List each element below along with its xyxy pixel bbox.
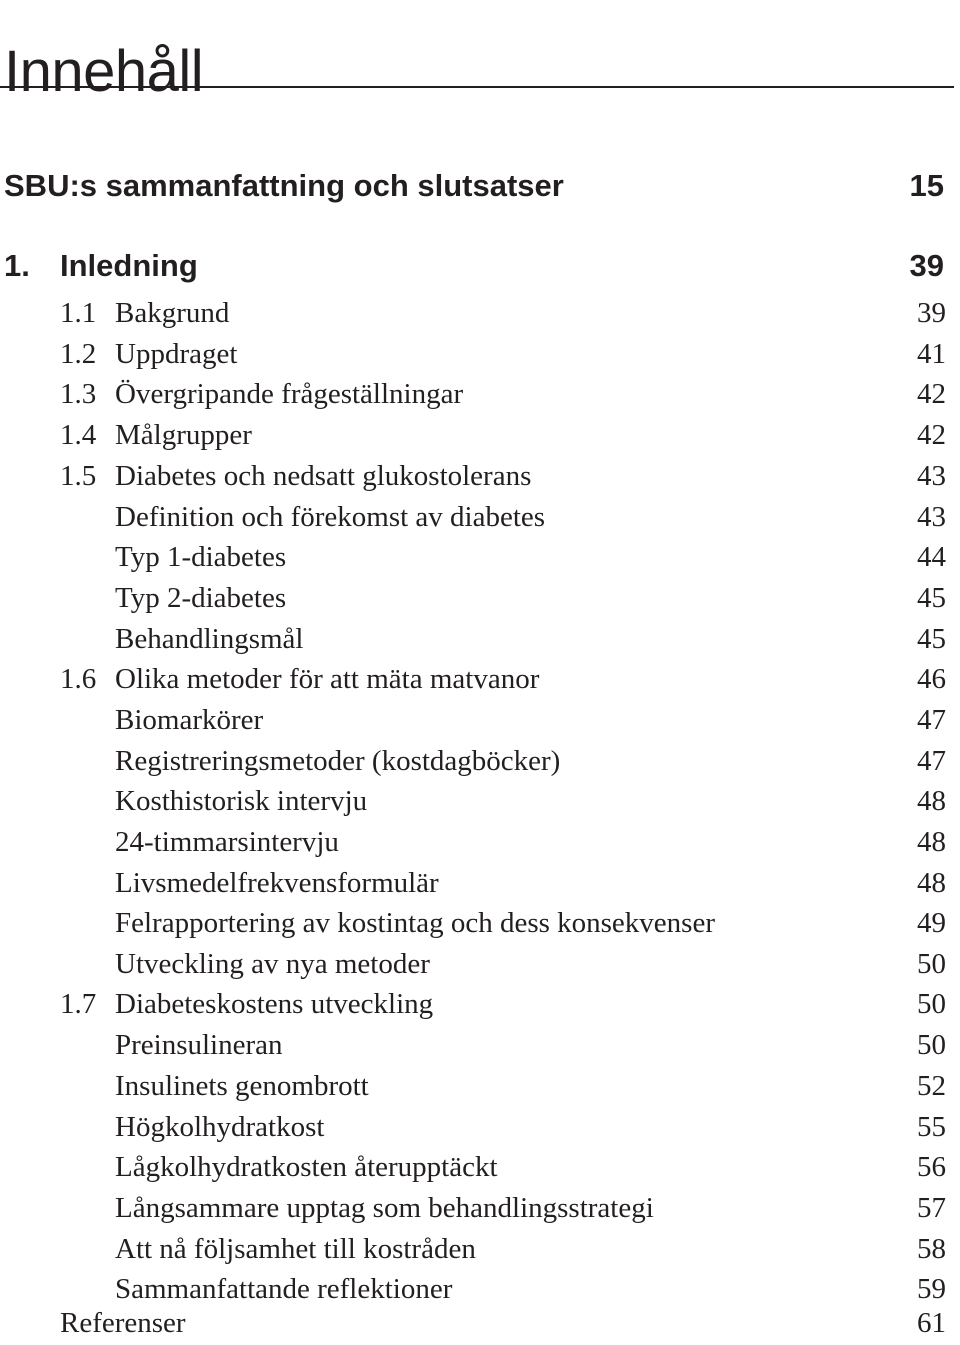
toc-entry[interactable] bbox=[0, 537, 960, 577]
toc-page-number: 50 bbox=[917, 988, 946, 1020]
toc-entry-label: Preinsulineran bbox=[115, 1029, 283, 1061]
toc-page-number: 15 bbox=[909, 168, 944, 203]
toc-entry-label: 24-timmarsintervju bbox=[115, 826, 339, 858]
toc-page-number: 45 bbox=[917, 582, 946, 614]
toc-entry[interactable] bbox=[0, 903, 960, 943]
toc-entry[interactable] bbox=[0, 415, 960, 455]
toc-entry-label: Livsmedelfrekvensformulär bbox=[115, 867, 439, 899]
toc-heading-label: Inledning bbox=[60, 248, 198, 283]
toc-page-number: 49 bbox=[917, 907, 946, 939]
toc-entry-label: Bakgrund bbox=[115, 297, 230, 329]
toc-page-number: 47 bbox=[917, 745, 946, 777]
toc-page-number: 41 bbox=[917, 338, 946, 370]
toc-section-number: 1.1 bbox=[60, 297, 97, 329]
toc-page-number: 52 bbox=[917, 1070, 946, 1102]
toc-entry[interactable] bbox=[0, 1025, 960, 1065]
toc-page-number: 50 bbox=[917, 1029, 946, 1061]
toc-entry[interactable] bbox=[0, 781, 960, 821]
toc-entry-label: Målgrupper bbox=[115, 419, 252, 451]
toc-page-number: 50 bbox=[917, 948, 946, 980]
toc-entry[interactable] bbox=[0, 497, 960, 537]
toc-entry-label: Insulinets genombrott bbox=[115, 1070, 369, 1102]
toc-entry[interactable] bbox=[0, 578, 960, 618]
toc-entry[interactable] bbox=[0, 456, 960, 496]
toc-page-number: 58 bbox=[917, 1233, 946, 1265]
toc-entry[interactable] bbox=[0, 619, 960, 659]
toc-section-number: 1.7 bbox=[60, 988, 97, 1020]
toc-page-number: 39 bbox=[909, 248, 944, 283]
toc-entry[interactable] bbox=[0, 1107, 960, 1147]
toc-page-number: 55 bbox=[917, 1111, 946, 1143]
toc-entry-label: Registreringsmetoder (kostdagböcker) bbox=[115, 745, 561, 777]
toc-entry[interactable] bbox=[0, 984, 960, 1024]
toc-entry[interactable] bbox=[0, 700, 960, 740]
toc-entry-label: Övergripande frågeställningar bbox=[115, 378, 464, 410]
toc-entry-label: Behandlingsmål bbox=[115, 623, 304, 655]
toc-page-number: 45 bbox=[917, 623, 946, 655]
toc-entry-label: Felrapportering av kostintag och dess konsekvenser bbox=[115, 907, 715, 939]
toc-page-number: 48 bbox=[917, 785, 946, 817]
toc-entry-label: Uppdraget bbox=[115, 338, 238, 370]
toc-page-number: 59 bbox=[917, 1273, 946, 1305]
toc-heading-chapter-1[interactable] bbox=[0, 244, 960, 288]
toc-page-number: 47 bbox=[917, 704, 946, 736]
toc-page-number: 39 bbox=[917, 297, 946, 329]
toc-entry[interactable] bbox=[0, 659, 960, 699]
toc-entry-label: Olika metoder för att mäta matvanor bbox=[115, 663, 540, 695]
toc-entry-label: Typ 2-diabetes bbox=[115, 582, 287, 614]
toc-chapter-number: 1. bbox=[4, 248, 30, 283]
toc-entry-references[interactable] bbox=[0, 1303, 960, 1343]
toc-page-number: 48 bbox=[917, 867, 946, 899]
toc-section-number: 1.6 bbox=[60, 663, 97, 695]
toc-page-number: 46 bbox=[917, 663, 946, 695]
toc-page-number: 48 bbox=[917, 826, 946, 858]
toc-entry-label: Diabetes och nedsatt glukostolerans bbox=[115, 460, 532, 492]
toc-entry[interactable] bbox=[0, 1229, 960, 1269]
toc-entry-label: Att nå följsamhet till kostråden bbox=[115, 1233, 476, 1265]
toc-entry-label: Kosthistorisk intervju bbox=[115, 785, 368, 817]
page-title: Innehåll bbox=[4, 38, 204, 104]
toc-entry[interactable] bbox=[0, 1147, 960, 1187]
toc-page-number: 56 bbox=[917, 1151, 946, 1183]
toc-section-number: 1.2 bbox=[60, 338, 97, 370]
toc-entry[interactable] bbox=[0, 863, 960, 903]
toc-section-number: 1.5 bbox=[60, 460, 97, 492]
toc-entry[interactable] bbox=[0, 741, 960, 781]
toc-entry-label: Utveckling av nya metoder bbox=[115, 948, 430, 980]
toc-entry-label: Definition och förekomst av diabetes bbox=[115, 501, 546, 533]
toc-entry-label: Referenser bbox=[60, 1307, 186, 1339]
toc-page-number: 42 bbox=[917, 378, 946, 410]
toc-entry[interactable] bbox=[0, 334, 960, 374]
toc-page-number: 42 bbox=[917, 419, 946, 451]
toc-page-number: 43 bbox=[917, 460, 946, 492]
toc-entry[interactable] bbox=[0, 1066, 960, 1106]
toc-page-number: 43 bbox=[917, 501, 946, 533]
toc-page-number: 57 bbox=[917, 1192, 946, 1224]
toc-entry-label: Biomarkörer bbox=[115, 704, 264, 736]
toc-entry[interactable] bbox=[0, 374, 960, 414]
toc-entry-label: Lågkolhydratkosten återupptäckt bbox=[115, 1151, 498, 1183]
toc-section-number: 1.3 bbox=[60, 378, 97, 410]
toc-entry-label: Diabeteskostens utveckling bbox=[115, 988, 434, 1020]
toc-entry[interactable] bbox=[0, 1188, 960, 1228]
toc-section-number: 1.4 bbox=[60, 419, 97, 451]
toc-heading-summary[interactable] bbox=[0, 164, 960, 208]
toc-entry-label: Långsammare upptag som behandlingsstrategi bbox=[115, 1192, 654, 1224]
toc-page-number: 61 bbox=[917, 1307, 946, 1339]
toc-entry-label: Högkolhydratkost bbox=[115, 1111, 325, 1143]
toc-entry-label: Sammanfattande reflektioner bbox=[115, 1273, 453, 1305]
toc-entry[interactable] bbox=[0, 822, 960, 862]
toc-heading-label: SBU:s sammanfattning och slutsatser bbox=[4, 168, 564, 203]
toc-page-number: 44 bbox=[917, 541, 946, 573]
toc-entry-label: Typ 1-diabetes bbox=[115, 541, 287, 573]
toc-entry[interactable] bbox=[0, 944, 960, 984]
toc-entry[interactable] bbox=[0, 293, 960, 333]
